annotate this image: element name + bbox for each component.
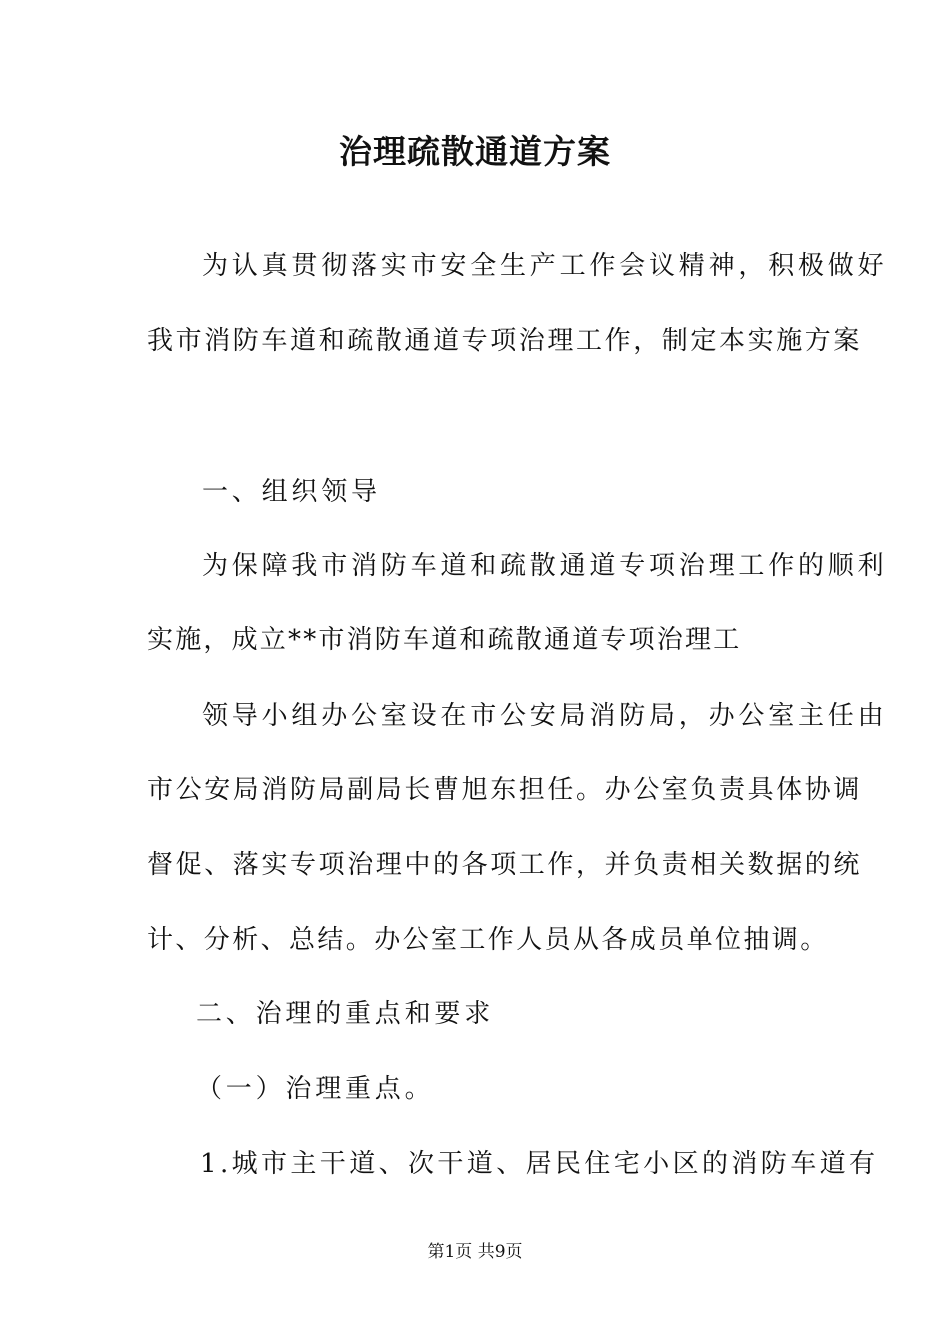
paragraph-line-3: 为保障我市消防车道和疏散通道专项治理工作的顺利 (202, 551, 888, 581)
paragraph-line-7: 督促、落实专项治理中的各项工作，并负责相关数据的统 (147, 850, 863, 880)
paragraph-line-4: 实施，成立**市消防车道和疏散通道专项治理工 (147, 625, 742, 655)
section-heading-1: 一、组织领导 (202, 477, 381, 507)
paragraph-line-5: 领导小组办公室设在市公安局消防局，办公室主任由 (202, 701, 888, 731)
paragraph-line-2: 我市消防车道和疏散通道专项治理工作，制定本实施方案 (147, 326, 863, 356)
page-footer: 第1页 共9页 (427, 1242, 523, 1262)
paragraph-line-6: 市公安局消防局副局长曹旭东担任。办公室负责具体协调 (147, 775, 863, 805)
paragraph-line-1: 为认真贯彻落实市安全生产工作会议精神，积极做好 (202, 251, 888, 281)
section-heading-2: 二、治理的重点和要求 (196, 999, 495, 1029)
list-item-1: 1.城市主干道、次干道、居民住宅小区的消防车道有 (200, 1149, 879, 1179)
document-title: 治理疏散通道方案 (339, 132, 611, 171)
subsection-heading-1: （一）治理重点。 (196, 1074, 435, 1104)
paragraph-line-8: 计、分析、总结。办公室工作人员从各成员单位抽调。 (147, 925, 829, 955)
